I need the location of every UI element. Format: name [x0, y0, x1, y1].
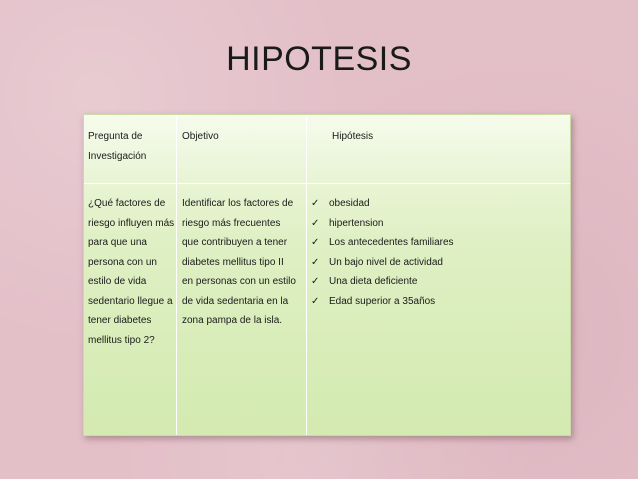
- pregunta-line: riesgo influyen más: [88, 217, 175, 229]
- objetivo-cell: [177, 184, 306, 435]
- header-pregunta-line: Investigación: [88, 150, 147, 162]
- pregunta-line: tener diabetes: [88, 315, 152, 326]
- list-item: [307, 214, 570, 234]
- list-item: [307, 253, 570, 273]
- hipotesis-item: hipertension: [329, 217, 384, 229]
- list-item: [307, 292, 570, 312]
- check-icon: ✓: [311, 217, 320, 229]
- header-objetivo-text: Objetivo: [182, 131, 219, 142]
- pregunta-cell: [84, 184, 176, 435]
- check-icon: ✓: [311, 295, 320, 307]
- objetivo-line: riesgo más frecuentes: [182, 217, 281, 229]
- objetivo-line: diabetes mellitus tipo II: [182, 256, 284, 268]
- list-item: [307, 194, 570, 214]
- header-hipotesis: [307, 115, 570, 183]
- hipotesis-item: Una dieta deficiente: [329, 276, 418, 287]
- header-hipotesis-text: Hipótesis: [332, 131, 374, 142]
- objetivo-line: zona pampa de la isla.: [182, 315, 283, 326]
- objetivo-line: que contribuyen a tener: [182, 237, 288, 248]
- objetivo-line: en personas con un estilo: [182, 276, 296, 287]
- slide-title: HIPOTESIS: [226, 40, 412, 78]
- check-icon: ✓: [311, 237, 320, 248]
- header-pregunta: [84, 115, 176, 183]
- pregunta-line: para que una: [88, 237, 147, 248]
- hipotesis-item: Edad superior a 35años: [329, 295, 436, 307]
- pregunta-line: mellitus tipo 2?: [88, 334, 155, 346]
- header-objetivo: [177, 115, 306, 183]
- check-icon: ✓: [311, 198, 320, 209]
- hipotesis-item: Los antecedentes familiares: [329, 237, 454, 248]
- hypothesis-table: [83, 114, 571, 436]
- hipotesis-item: Un bajo nivel de actividad: [329, 256, 443, 268]
- pregunta-line: sedentario llegue a: [88, 295, 173, 307]
- hipotesis-cell: [307, 184, 570, 435]
- table-header-row: [84, 115, 570, 184]
- check-icon: ✓: [311, 276, 320, 287]
- pregunta-line: estilo de vida: [88, 276, 147, 287]
- check-icon: ✓: [311, 256, 320, 268]
- objetivo-line: Identificar los factores de: [182, 198, 294, 209]
- header-pregunta-line: Pregunta de: [88, 131, 143, 142]
- list-item: [307, 272, 570, 292]
- hipotesis-item: obesidad: [329, 198, 370, 209]
- pregunta-line: ¿Qué factores de: [88, 198, 166, 209]
- table-body-row: [84, 184, 570, 435]
- list-item: [307, 233, 570, 253]
- pregunta-line: persona con un: [88, 256, 157, 268]
- hipotesis-list: [307, 194, 570, 311]
- objetivo-line: de vida sedentaria en la: [182, 295, 289, 307]
